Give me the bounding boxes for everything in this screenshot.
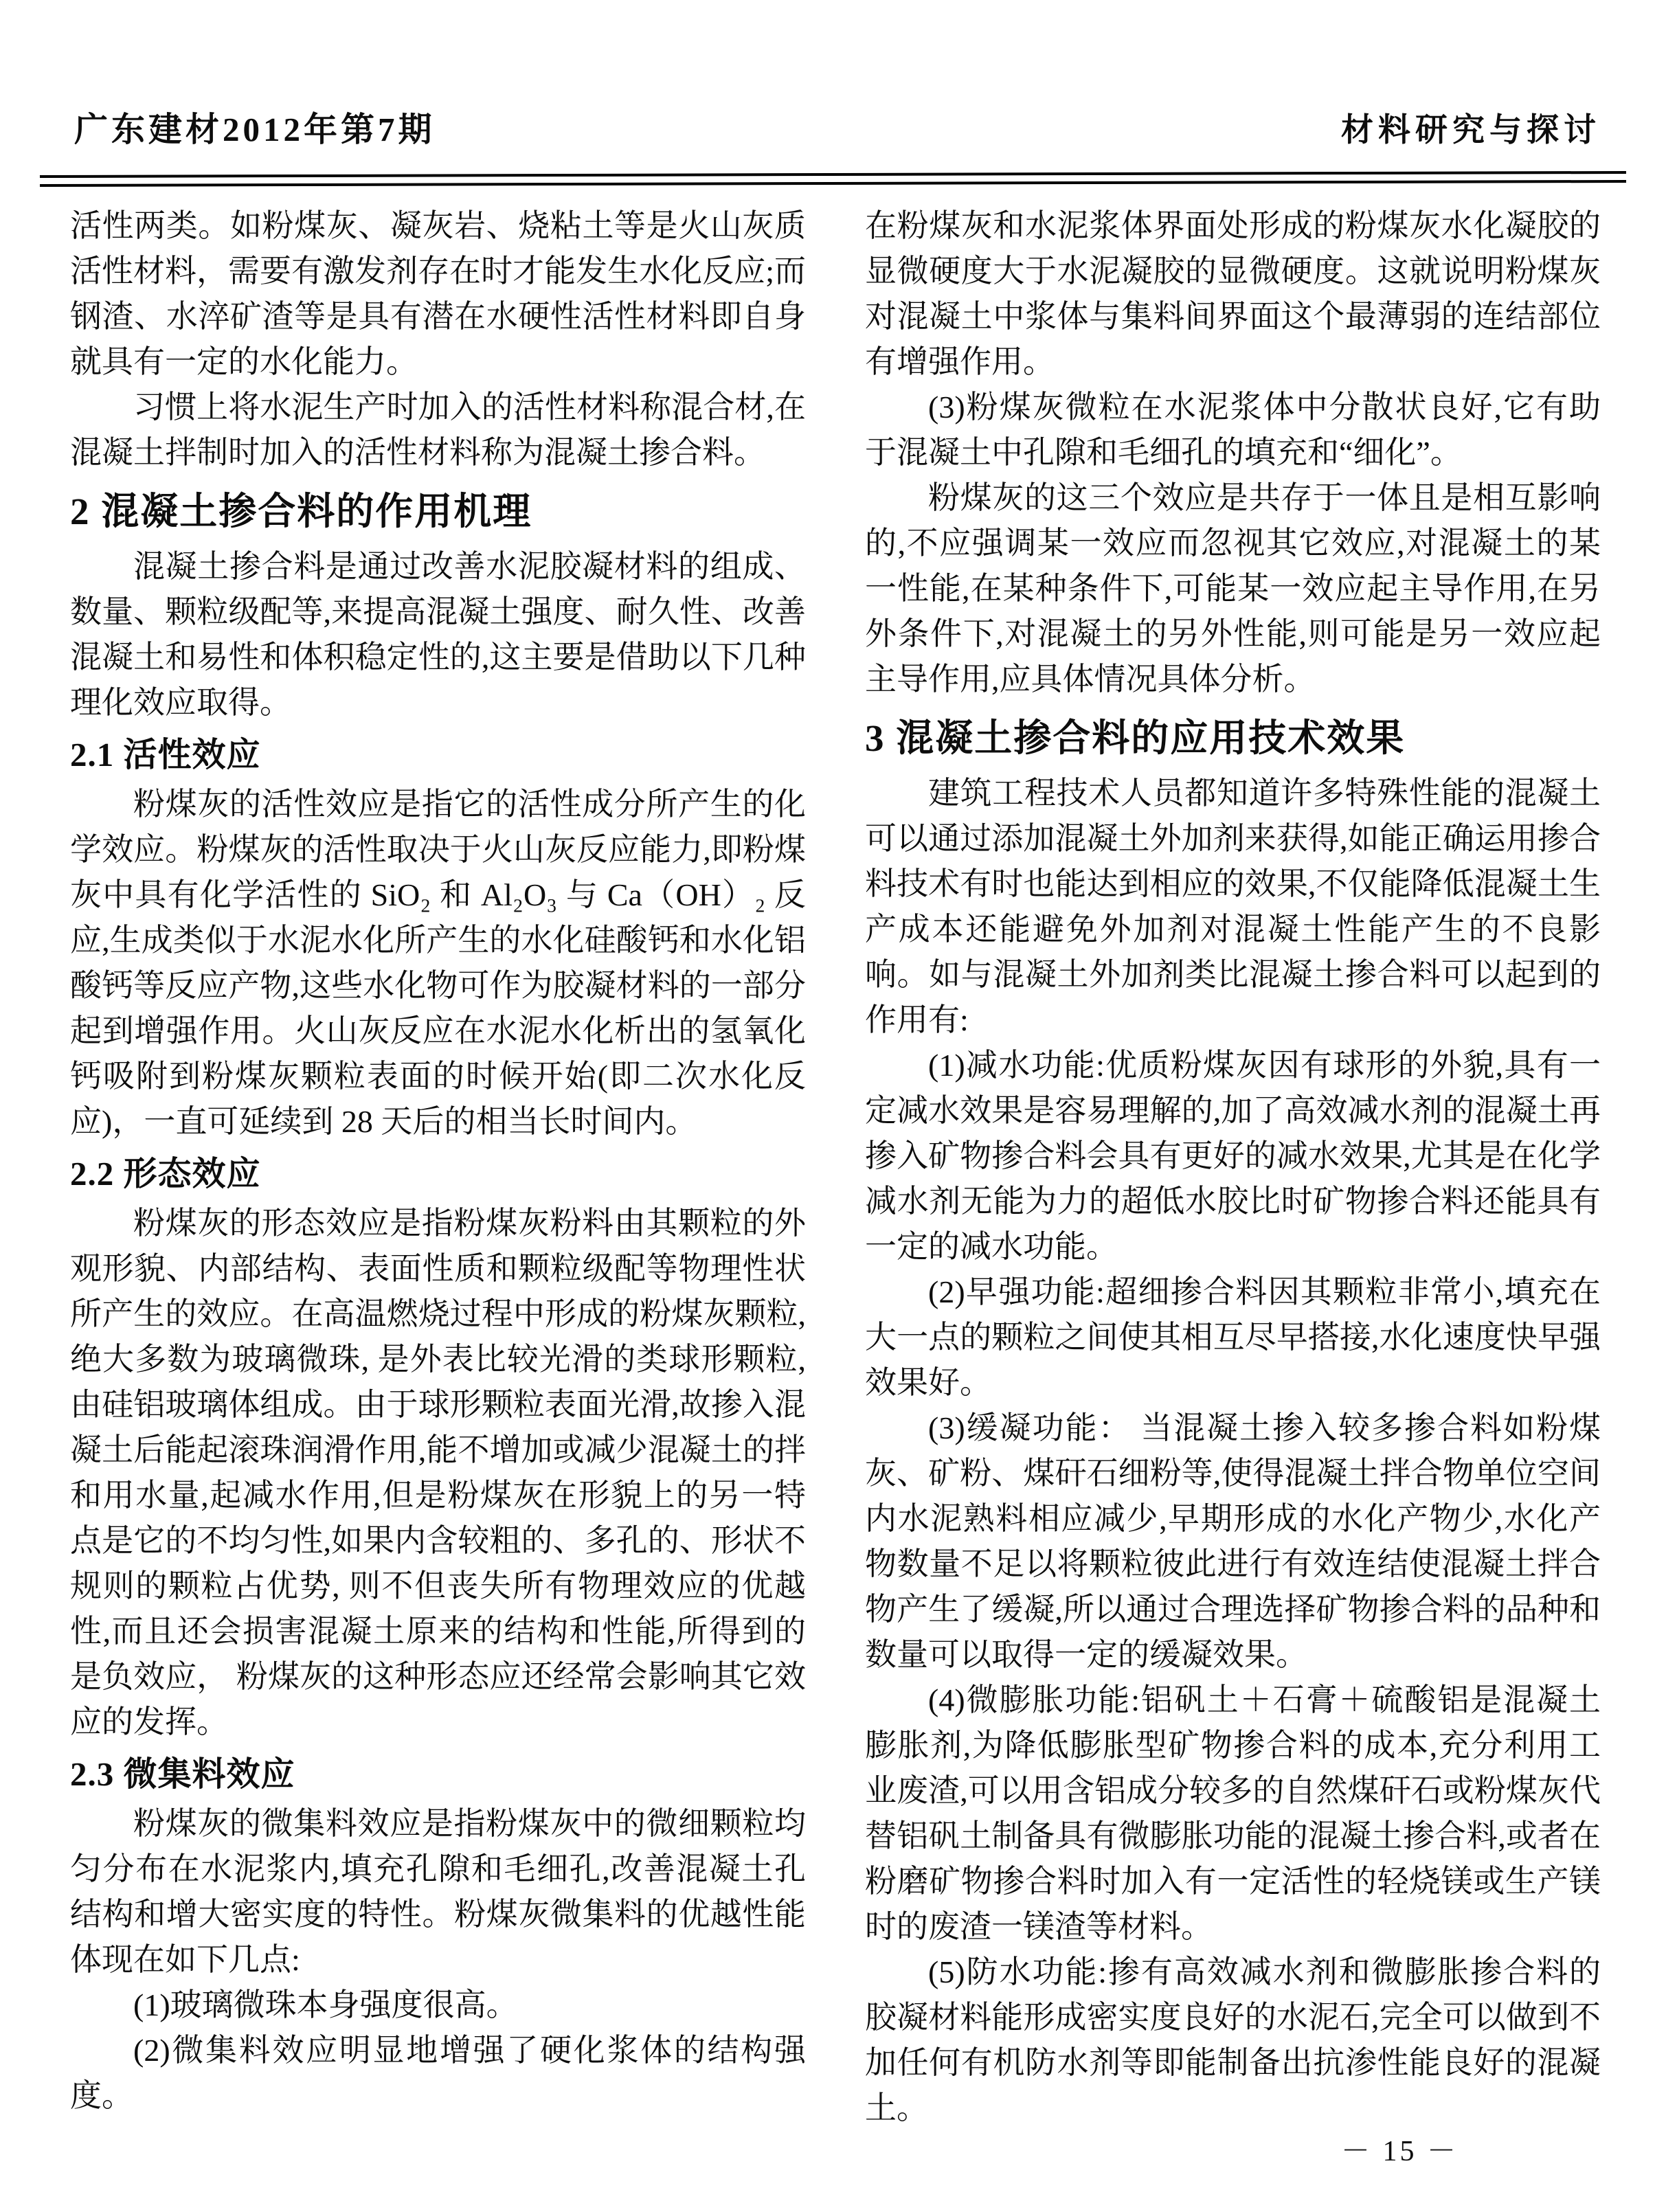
subsection-heading: 2.1 活性效应	[70, 736, 261, 774]
list-item: (1)减水功能:优质粉煤灰因有球形的外貌,具有一定减水效果是容易理解的,加了高效减水剂的混凝土再掺入矿物掺合料会具有更好的减水效果,尤其是在化学减水剂无能为力的超低水胶比时矿物掺合料还能具有一定的减水功能。	[865, 1048, 1601, 1264]
page-number: － 15 －	[1340, 2136, 1459, 2167]
paragraph: 粉煤灰的这三个效应是共存于一体且是相互影响的,不应强调某一效应而忽视其它效应,对混凝土的某一性能,在某种条件下,可能某一效应起主导作用,在另外条件下,对混凝土的另外性能,则可能是另一效应起主导作用,应具体情况具体分析。	[865, 480, 1601, 697]
paragraph: 习惯上将水泥生产时加入的活性材料称混合材,在混凝土拌制时加入的活性材料称为混凝土掺合料。	[70, 390, 806, 470]
paragraph: 混凝土掺合料是通过改善水泥胶凝材料的组成、数量、颗粒级配等,来提高混凝土强度、耐久性、改善混凝土和易性和体积稳定性的,这主要是借助以下几种理化效应取得。	[70, 549, 806, 720]
paragraph: 建筑工程技术人员都知道许多特殊性能的混凝土可以通过添加混凝土外加剂来获得,如能正确运用掺合料技术有时也能达到相应的效果,不仅能降低混凝土生产成本还能避免外加剂对混凝土性能产生的不良影响。如与混凝土外加剂类比混凝土掺合料可以起到的作用有:	[865, 776, 1601, 1037]
paragraph: 活性两类。如粉煤灰、凝灰岩、烧粘土等是火山灰质活性材料，需要有激发剂存在时才能发生水化反应;而钢渣、水淬矿渣等是具有潜在水硬性活性材料即自身就具有一定的水化能力。	[70, 208, 806, 379]
header-double-rule	[40, 171, 1626, 187]
list-item: (3)缓凝功能： 当混凝土掺入较多掺合料如粉煤灰、矿粉、煤矸石细粉等,使得混凝土拌合物单位空间内水泥熟料相应减少,早期形成的水化产物少,水化产物数量不足以将颗粒彼此进行有效连结使混凝土拌合物产生了缓凝,所以通过合理选择矿物掺合料的品种和数量可以取得一定的缓凝效果。	[865, 1410, 1601, 1672]
subsection-heading: 2.3 微集料效应	[70, 1755, 295, 1793]
journal-issue-title: 广东建材2012年第7期	[74, 111, 436, 148]
subsection-heading: 2.2 形态效应	[70, 1155, 261, 1193]
list-item: (2)早强功能:超细掺合料因其颗粒非常小,填充在大一点的颗粒之间使其相互尽早搭接,水化速度快早强效果好。	[865, 1274, 1601, 1400]
paragraph: 粉煤灰的形态效应是指粉煤灰粉料由其颗粒的外观形貌、内部结构、表面性质和颗粒级配等物理性状所产生的效应。在高温燃烧过程中形成的粉煤灰颗粒,绝大多数为玻璃微珠, 是外表比较光滑的类球形颗粒,由硅铝玻璃体组成。由于球形颗粒表面光滑,故掺入混凝土后能起滚珠润滑作用,能不增加或减少混凝土的拌和用水量,起减水作用,但是粉煤灰在形貌上的另一特点是它的不均匀性,如果内含较粗的、多孔的、形状不规则的颗粒占优势, 则不但丧失所有物理效应的优越性,而且还会损害混凝土原来的结构和性能,所得到的是负效应， 粉煤灰的这种形态应还经常会影响其它效应的发挥。	[70, 1206, 806, 1739]
page-body	[70, 203, 1601, 2130]
section-heading: 2 混凝土掺合料的作用机理	[70, 490, 532, 532]
page-header	[74, 103, 1601, 151]
journal-section-title: 材料研究与探讨	[1341, 113, 1601, 148]
paragraph: 粉煤灰的微集料效应是指粉煤灰中的微细颗粒均匀分布在水泥浆内,填充孔隙和毛细孔,改善混凝土孔结构和增大密实度的特性。粉煤灰微集料的优越性能体现在如下几点:	[70, 1806, 806, 1977]
list-item: (1)玻璃微珠本身强度很高。	[133, 1987, 518, 2022]
right-column	[865, 203, 1601, 2130]
list-item: (5)防水功能:掺有高效减水剂和微膨胀掺合料的胶凝材料能形成密实度良好的水泥石,完全可以做到不加任何有机防水剂等即能制备出抗渗性能良好的混凝土。	[865, 1954, 1601, 2125]
list-item: (4)微膨胀功能:铝矾土＋石膏＋硫酸铝是混凝土膨胀剂,为降低膨胀型矿物掺合料的成本,充分利用工业废渣,可以用含铝成分较多的自然煤矸石或粉煤灰代替铝矾土制备具有微膨胀功能的混凝土掺合料,或者在粉磨矿物掺合料时加入有一定活性的轻烧镁或生产镁时的废渣一镁渣等材料。	[865, 1682, 1601, 1944]
list-item: (2)微集料效应明显地增强了硬化浆体的结构强度。	[70, 2033, 806, 2113]
section-heading: 3 混凝土掺合料的应用技术效果	[865, 717, 1406, 759]
list-item: (3)粉煤灰微粒在水泥浆体中分散状良好,它有助于混凝土中孔隙和毛细孔的填充和“细化”。	[865, 390, 1601, 470]
paragraph: 粉煤灰的活性效应是指它的活性成分所产生的化学效应。粉煤灰的活性取决于火山灰反应能力,即粉煤灰中具有化学活性的 SiO₂ 和 Al₂O₃ 与 Ca（OH）₂ 反应,生成类似于水泥水化所产生的水化硅酸钙和水化铝酸钙等反应产物,这些水化物可作为胶凝材料的一部分起到增强作用。火山灰反应在水泥水化析出的氢氧化钙吸附到粉煤灰颗粒表面的时候开始(即二次水化反应)，一直可延续到 28 天后的相当长时间内。	[70, 787, 806, 1139]
left-column	[70, 203, 806, 2130]
paragraph: 在粉煤灰和水泥浆体界面处形成的粉煤灰水化凝胶的显微硬度大于水泥凝胶的显微硬度。这就说明粉煤灰对混凝土中浆体与集料间界面这个最薄弱的连结部位有增强作用。	[865, 208, 1601, 379]
